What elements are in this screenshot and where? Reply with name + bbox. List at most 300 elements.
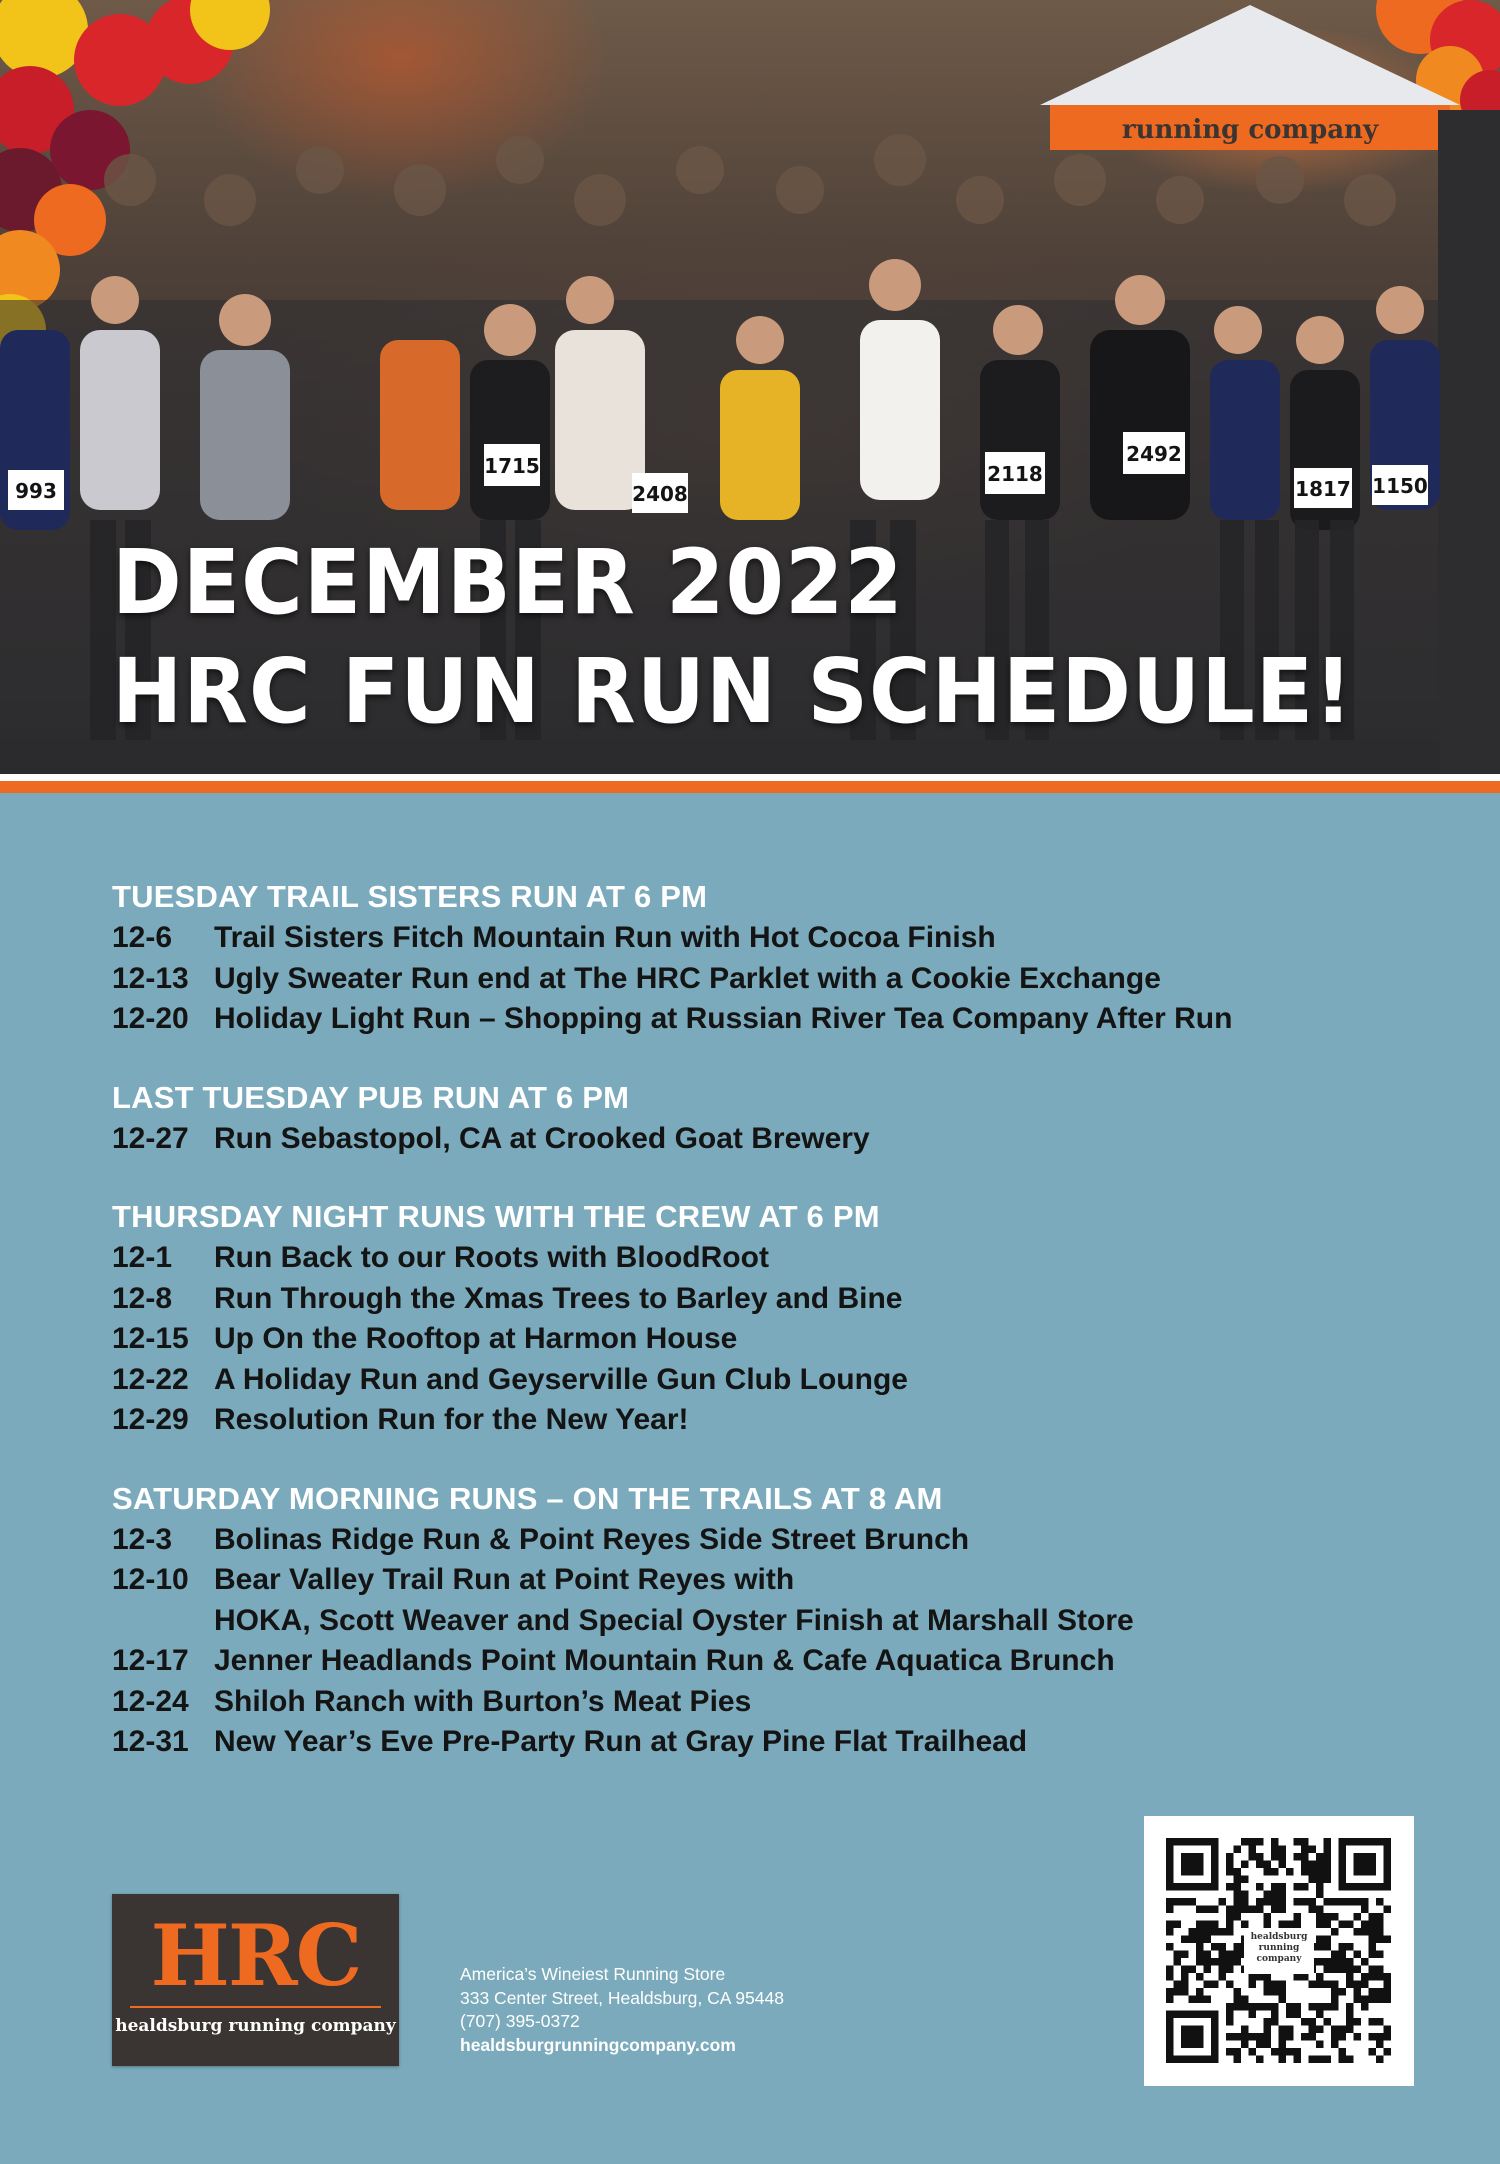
qr-module (1226, 1966, 1234, 1974)
section-thursday-night (112, 1196, 1412, 1441)
section-last-tuesday-pub (112, 1077, 1412, 1160)
qr-module (1324, 1898, 1332, 1906)
qr-module (1309, 2026, 1317, 2034)
qr-module (1331, 2026, 1339, 2034)
run-description: Ugly Sweater Run end at The HRC Parklet with a Cookie Exchange (214, 961, 1161, 995)
qr-module (1271, 2011, 1279, 2019)
section-saturday-morning (112, 1478, 1412, 1763)
qr-module (1279, 2041, 1287, 2049)
qr-module (1339, 2033, 1347, 2041)
qr-module (1174, 1921, 1182, 1929)
qr-module (1241, 2003, 1249, 2011)
qr-module (1264, 1921, 1272, 1929)
qr-module (1196, 1943, 1204, 1951)
qr-module (1256, 1883, 1264, 1891)
qr-module (1196, 1921, 1204, 1929)
qr-module (1324, 1943, 1332, 1951)
qr-finder (1354, 1853, 1377, 1876)
qr-module (1249, 2048, 1257, 2056)
qr-module (1376, 2018, 1384, 2026)
qr-module (1316, 2011, 1324, 2019)
qr-module (1286, 2048, 1294, 2056)
qr-module (1264, 1861, 1272, 1869)
run-date: 12-6 (112, 921, 173, 954)
qr-module (1376, 1966, 1384, 1974)
qr-module (1196, 1936, 1204, 1944)
hrc-logo (112, 1894, 399, 2066)
qr-module (1369, 2033, 1377, 2041)
qr-module (1376, 1898, 1384, 1906)
store-address: 333 Center Street, Healdsburg, CA 95448 (460, 1987, 784, 2008)
qr-module (1226, 2048, 1234, 2056)
qr-module (1316, 1906, 1324, 1914)
qr-module (1361, 2003, 1369, 2011)
qr-module (1264, 1891, 1272, 1899)
qr-module (1324, 1861, 1332, 1869)
qr-module (1226, 2018, 1234, 2026)
qr-module (1339, 1898, 1347, 1906)
qr-module (1346, 1966, 1354, 1974)
qr-module (1241, 2041, 1249, 2049)
run-description: A Holiday Run and Geyserville Gun Club Lounge (214, 1362, 908, 1396)
qr-module (1301, 1973, 1309, 1981)
qr-module (1181, 1898, 1189, 1906)
qr-module (1271, 1883, 1279, 1891)
qr-module (1196, 1988, 1204, 1996)
qr-module (1294, 2003, 1302, 2011)
qr-module (1324, 1958, 1332, 1966)
qr-module (1226, 2003, 1234, 2011)
qr-module (1361, 1981, 1369, 1989)
qr-module (1256, 2033, 1264, 2041)
qr-module (1376, 1973, 1384, 1981)
qr-module (1369, 1973, 1377, 1981)
qr-module (1241, 1891, 1249, 1899)
qr-module (1339, 1921, 1347, 1929)
qr-module (1339, 2026, 1347, 2034)
run-date: 12-24 (112, 1684, 189, 1718)
qr-code[interactable] (1144, 1816, 1414, 2086)
qr-module (1316, 1958, 1324, 1966)
qr-module (1346, 1943, 1354, 1951)
qr-module (1204, 1981, 1212, 1989)
qr-module (1369, 1921, 1377, 1929)
run-date: 12-1 (112, 1241, 173, 1274)
store-website-link[interactable]: healdsburgrunningcompany.com (460, 2034, 736, 2055)
schedule-row-continuation (112, 1601, 1412, 1642)
qr-module (1324, 1913, 1332, 1921)
qr-module (1354, 1951, 1362, 1959)
qr-module (1249, 2011, 1257, 2019)
qr-module (1376, 2033, 1384, 2041)
qr-module (1376, 1951, 1384, 1959)
qr-module (1271, 1891, 1279, 1899)
schedule-row (112, 1319, 1412, 1360)
qr-module (1369, 1951, 1377, 1959)
qr-module (1316, 2056, 1324, 2064)
qr-module (1226, 1853, 1234, 1861)
qr-module (1166, 1943, 1174, 1951)
qr-module (1219, 1973, 1227, 1981)
qr-module (1196, 1996, 1204, 2004)
run-date: 12-29 (112, 1403, 189, 1436)
run-description-continuation: HOKA, Scott Weaver and Special Oyster Finish at Marshall Store (214, 1603, 1134, 1637)
qr-module (1316, 1853, 1324, 1861)
qr-module (1294, 1883, 1302, 1891)
run-description: Up On the Rooftop at Harmon House (214, 1322, 738, 1355)
qr-module (1361, 1906, 1369, 1914)
qr-module (1301, 1838, 1309, 1846)
qr-module (1369, 2048, 1377, 2056)
qr-module (1316, 1936, 1324, 1944)
schedule-row (112, 1360, 1412, 1401)
qr-module (1316, 1981, 1324, 1989)
qr-module (1361, 1921, 1369, 1929)
qr-module (1316, 1913, 1324, 1921)
schedule-row (112, 1119, 1412, 1160)
qr-module (1369, 1936, 1377, 1944)
qr-module (1309, 1981, 1317, 1989)
qr-module (1286, 1868, 1294, 1876)
qr-module (1249, 1838, 1257, 1846)
qr-module (1354, 1928, 1362, 1936)
run-date: 12-15 (112, 1322, 189, 1355)
qr-module (1211, 1981, 1219, 1989)
hero-title-line-2: HRC FUN RUN SCHEDULE! (112, 639, 1354, 744)
run-date: 12-27 (112, 1121, 189, 1155)
qr-module (1294, 1838, 1302, 1846)
qr-module (1309, 2033, 1317, 2041)
qr-module (1384, 1906, 1392, 1914)
qr-module (1189, 1966, 1197, 1974)
qr-module (1339, 2048, 1347, 2056)
hero-photo (0, 0, 1500, 774)
schedule-row (112, 918, 1412, 959)
qr-module (1249, 1846, 1257, 1854)
qr-module (1369, 1988, 1377, 1996)
qr-module (1204, 1936, 1212, 1944)
qr-module (1249, 1906, 1257, 1914)
qr-module (1234, 1876, 1242, 1884)
qr-module (1249, 2033, 1257, 2041)
run-description: Bolinas Ridge Run & Point Reyes Side Street Brunch (214, 1522, 970, 1556)
qr-module (1271, 1981, 1279, 1989)
qr-module (1354, 1981, 1362, 1989)
schedule-row (112, 1682, 1412, 1723)
qr-module (1324, 1876, 1332, 1884)
qr-module (1279, 1996, 1287, 2004)
qr-module (1241, 1861, 1249, 1869)
qr-module (1309, 1861, 1317, 1869)
qr-module (1256, 1898, 1264, 1906)
section-heading: THURSDAY NIGHT RUNS WITH THE CREW AT 6 PM (112, 1199, 880, 1234)
qr-module (1196, 1906, 1204, 1914)
qr-module (1279, 2033, 1287, 2041)
qr-module (1219, 1958, 1227, 1966)
qr-module (1271, 2018, 1279, 2026)
schedule-row (112, 1560, 1412, 1601)
schedule-row (112, 1279, 1412, 1320)
schedule-row (112, 999, 1412, 1040)
qr-module (1316, 1921, 1324, 1929)
qr-module (1271, 1853, 1279, 1861)
qr-module (1234, 1868, 1242, 1876)
qr-module (1324, 1966, 1332, 1974)
qr-module (1339, 1988, 1347, 1996)
qr-module (1234, 1906, 1242, 1914)
qr-module (1369, 1928, 1377, 1936)
qr-module (1204, 1921, 1212, 1929)
qr-module (1346, 1958, 1354, 1966)
qr-module (1241, 1996, 1249, 2004)
schedule-row (112, 959, 1412, 1000)
qr-module (1241, 1838, 1249, 1846)
qr-module (1316, 2041, 1324, 2049)
run-date: 12-8 (112, 1281, 173, 1315)
qr-module (1174, 1951, 1182, 1959)
bib-number: 1817 (1295, 477, 1351, 501)
qr-module (1294, 1913, 1302, 1921)
store-phone: (707) 395-0372 (460, 2011, 580, 2031)
qr-module (1294, 2011, 1302, 2019)
qr-module (1279, 1861, 1287, 1869)
run-description: Bear Valley Trail Run at Point Reyes with (214, 1563, 795, 1596)
qr-module (1226, 1861, 1234, 1869)
qr-module (1256, 1906, 1264, 1914)
qr-module (1301, 1846, 1309, 1854)
qr-module (1309, 1906, 1317, 1914)
qr-module (1264, 2041, 1272, 2049)
qr-module (1301, 1868, 1309, 1876)
qr-module (1309, 1876, 1317, 1884)
qr-module (1384, 1996, 1392, 2004)
qr-module (1241, 2033, 1249, 2041)
qr-module (1264, 2018, 1272, 2026)
qr-module (1204, 1928, 1212, 1936)
run-date: 12-10 (112, 1563, 189, 1596)
qr-module (1271, 1906, 1279, 1914)
qr-module (1264, 1913, 1272, 1921)
qr-module (1339, 1966, 1347, 1974)
divider-white (0, 774, 1500, 781)
qr-finder (1181, 1853, 1204, 1876)
qr-module (1346, 1973, 1354, 1981)
qr-module (1384, 2026, 1392, 2034)
tent-banner-text: running company (1121, 115, 1379, 145)
qr-module (1234, 2048, 1242, 2056)
qr-module (1211, 1943, 1219, 1951)
qr-module (1241, 1906, 1249, 1914)
hero-title (112, 528, 1353, 746)
qr-module (1234, 1846, 1242, 1854)
qr-module (1204, 1951, 1212, 1959)
qr-module (1256, 1838, 1264, 1846)
qr-module (1369, 1913, 1377, 1921)
qr-module (1384, 2033, 1392, 2041)
qr-module (1331, 1958, 1339, 1966)
qr-module (1279, 1891, 1287, 1899)
qr-module (1181, 1973, 1189, 1981)
qr-module (1271, 1898, 1279, 1906)
qr-module (1361, 1958, 1369, 1966)
qr-module (1234, 2033, 1242, 2041)
qr-module (1331, 2003, 1339, 2011)
qr-module (1219, 1951, 1227, 1959)
store-contact (460, 1963, 784, 2057)
qr-module (1331, 1966, 1339, 1974)
qr-module (1309, 2056, 1317, 2064)
qr-module (1264, 1988, 1272, 1996)
qr-module (1361, 1996, 1369, 2004)
qr-module (1174, 1898, 1182, 1906)
bib-number: 1150 (1372, 474, 1428, 498)
qr-module (1166, 1973, 1174, 1981)
qr-module (1346, 2003, 1354, 2011)
qr-module (1166, 1906, 1174, 1914)
qr-module (1234, 1988, 1242, 1996)
qr-module (1256, 2041, 1264, 2049)
qr-module (1226, 1906, 1234, 1914)
qr-module (1316, 1943, 1324, 1951)
qr-module (1234, 2003, 1242, 2011)
qr-module (1331, 1928, 1339, 1936)
run-date: 12-31 (112, 1725, 189, 1758)
qr-module (1331, 2041, 1339, 2049)
qr-module (1376, 1996, 1384, 2004)
qr-module (1294, 2048, 1302, 2056)
run-description: Run Through the Xmas Trees to Barley and Bine (214, 1281, 903, 1315)
hero-title-line-1: DECEMBER 2022 (112, 530, 904, 634)
qr-module (1234, 1996, 1242, 2004)
qr-module (1181, 1988, 1189, 1996)
qr-module (1264, 1868, 1272, 1876)
qr-finder (1181, 2026, 1204, 2049)
store-tagline: America’s Wineiest Running Store (460, 1964, 726, 1984)
bib-number: 2408 (632, 482, 688, 506)
qr-module (1226, 1913, 1234, 1921)
qr-module (1271, 2048, 1279, 2056)
qr-module (1331, 1988, 1339, 1996)
qr-module (1204, 1906, 1212, 1914)
qr-module (1376, 2056, 1384, 2064)
qr-module (1376, 2041, 1384, 2049)
qr-module (1181, 1966, 1189, 1974)
run-description: Run Sebastopol, CA at Crooked Goat Brewery (214, 1121, 870, 1155)
logo-subtitle: healdsburg running company (115, 2016, 396, 2036)
qr-module (1286, 1921, 1294, 1929)
qr-module (1234, 1958, 1242, 1966)
qr-module (1324, 1853, 1332, 1861)
qr-module (1234, 1883, 1242, 1891)
qr-module (1249, 1973, 1257, 1981)
qr-module (1286, 2011, 1294, 2019)
qr-module (1369, 1966, 1377, 1974)
qr-module (1361, 1898, 1369, 1906)
qr-module (1324, 1936, 1332, 1944)
qr-module (1286, 2003, 1294, 2011)
schedule-row (112, 1641, 1412, 1682)
qr-module (1316, 1861, 1324, 1869)
qr-module (1189, 1936, 1197, 1944)
qr-module (1256, 1853, 1264, 1861)
qr-module (1316, 1883, 1324, 1891)
qr-module (1226, 1951, 1234, 1959)
qr-module (1354, 1988, 1362, 1996)
qr-module (1369, 1996, 1377, 2004)
qr-module (1369, 2018, 1377, 2026)
run-description: New Year’s Eve Pre-Party Run at Gray Pine Flat Trailhead (214, 1725, 1028, 1758)
qr-module (1279, 1883, 1287, 1891)
run-date: 12-20 (112, 1002, 189, 1035)
qr-module (1189, 1898, 1197, 1906)
qr-module (1174, 1958, 1182, 1966)
qr-module (1264, 2026, 1272, 2034)
qr-module (1256, 1861, 1264, 1869)
qr-module (1234, 1951, 1242, 1959)
qr-module (1376, 1988, 1384, 1996)
qr-module (1174, 1981, 1182, 1989)
qr-module (1249, 1981, 1257, 1989)
qr-module (1279, 1846, 1287, 1854)
qr-module (1226, 1928, 1234, 1936)
qr-module (1226, 2033, 1234, 2041)
qr-module (1369, 1943, 1377, 1951)
qr-module (1166, 1921, 1174, 1929)
qr-module (1316, 1876, 1324, 1884)
qr-module (1331, 2033, 1339, 2041)
qr-module (1196, 1973, 1204, 1981)
bib-number: 2492 (1126, 442, 1182, 466)
qr-module (1331, 1898, 1339, 1906)
qr-module (1279, 2048, 1287, 2056)
qr-module (1339, 1943, 1347, 1951)
gate-pole (1438, 110, 1500, 774)
qr-module (1301, 2018, 1309, 2026)
qr-module (1166, 1898, 1174, 1906)
qr-module (1226, 1868, 1234, 1876)
qr-module (1204, 1996, 1212, 2004)
schedule-row (112, 1400, 1412, 1441)
run-description: Trail Sisters Fitch Mountain Run with Hot Cocoa Finish (214, 921, 996, 954)
qr-module (1324, 2056, 1332, 2064)
qr-module (1211, 1928, 1219, 1936)
qr-module (1196, 1958, 1204, 1966)
run-date: 12-17 (112, 1644, 189, 1677)
qr-module (1309, 1846, 1317, 1854)
run-description: Holiday Light Run – Shopping at Russian River Tea Company After Run (214, 1002, 1233, 1035)
qr-module (1234, 2056, 1242, 2064)
qr-module (1181, 1936, 1189, 1944)
qr-module (1376, 1913, 1384, 1921)
qr-module (1256, 2056, 1264, 2064)
qr-module (1279, 1853, 1287, 1861)
qr-module (1256, 1973, 1264, 1981)
qr-module (1331, 1981, 1339, 1989)
qr-module (1211, 1921, 1219, 1929)
qr-module (1279, 1921, 1287, 1929)
qr-module (1316, 1891, 1324, 1899)
run-date: 12-3 (112, 1522, 173, 1556)
qr-module (1294, 2056, 1302, 2064)
qr-module (1286, 2026, 1294, 2034)
qr-module (1279, 1981, 1287, 1989)
qr-module (1354, 1966, 1362, 1974)
qr-module (1204, 1966, 1212, 1974)
bib-number: 1715 (484, 454, 540, 478)
schedule-row (112, 1238, 1412, 1279)
qr-module (1211, 1906, 1219, 1914)
qr-module (1301, 1861, 1309, 1869)
